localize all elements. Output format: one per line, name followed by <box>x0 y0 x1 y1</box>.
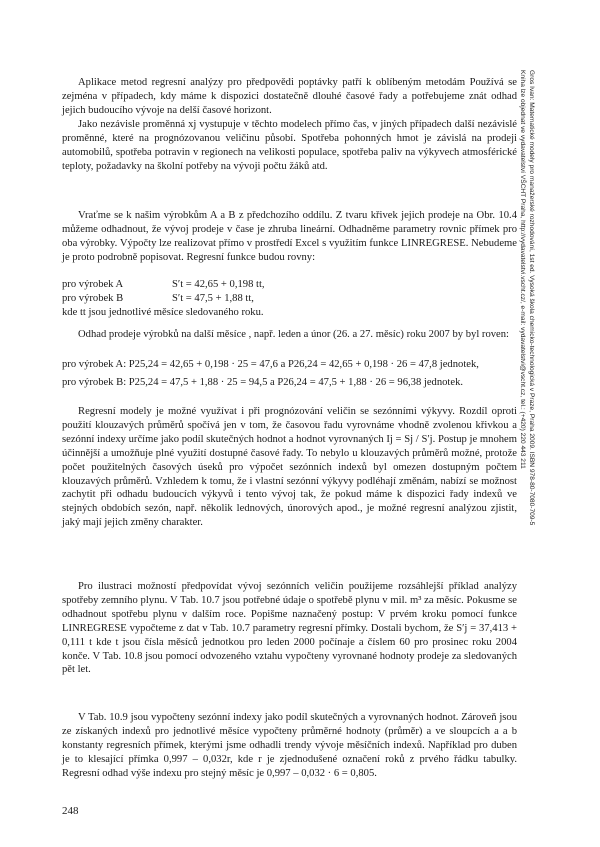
equation-b <box>62 292 517 306</box>
calc-product-b: pro výrobek B: P25,24 = 47,5 + 1,88 · 25 = 94,5 a P26,24 = 47,5 + 1,88 · 26 = 96,38 jednotek. <box>62 377 464 388</box>
paragraph-gas: Pro ilustraci možností předpovídat vývoj sezónních veličin použijeme rozsáhlejší příklad analýzy spotřeby zemního plynu. V Tab. 10.7 jsou potřebné údaje o spotřebě plynu v mil. m³ za měsíc. Pokusme se odhadnout spotřebu plynu v dalším roce. Popišme naznačený postup: V prvém kroku pomocí funkce LINREGRESE vypočteme z dat v Tab. 10.7 parametry regresní přímky. Dostali bychom, že S′j = 37,413 + 0,111 t kde t jsou čísla měsíců jednotkou pro leden 2000 počínaje a číslem 60 pro prosinec roku 2004 konče. V Tab. 10.8 jsou pomocí odvozeného vztahu vypočteny vyrovnané hodnoty prodeje za sledovaných pět let. <box>62 581 517 676</box>
equation-a <box>62 278 517 292</box>
equation-b-label: pro výrobek B <box>62 293 124 304</box>
paragraph-variables: Jako nezávisle proměnná xj vystupuje v těchto modelech přímo čas, v jiných případech další nezávislé proměnné, které na prognózovanou veličinu působí. Spotřeba pohonných hmot je závislá na prodeji automobilů, spotřeba potravin v regionech na velikosti populace, spotřeba paliv na výkyvech atmosférické teploty, požadavky na školní potřeby na vývoji počtu žáků atd. <box>62 119 517 172</box>
equation-a-label: pro výrobek A <box>62 279 124 290</box>
paragraph-example: Vraťme se k našim výrobkům A a B z předchozího oddílu. Z tvaru křivek jejich prodeje na Obr. 10.4 můžeme odhadnout, že vývoj prodeje v čase je zhruba lineární. Odhadněme parametry rovnic přímek pro oba výrobky. Výpočty lze realizovat přímo v prostředí Excel s využitím funkce LINREGRESE. Nebudeme je proto podrobně popisovat. Regresní funkce budou rovny: <box>62 210 517 263</box>
equation-a-formula: S′t = 42,65 + 0,198 tt, <box>172 279 265 290</box>
equation-b-formula: S′t = 47,5 + 1,88 tt, <box>172 293 254 304</box>
page-number: 248 <box>62 805 79 817</box>
paragraph-intro: Aplikace metod regresní analýzy pro předpovědi poptávky patří k oblíbeným metodám Používá se zejména v případech, kdy máme k dispozici dostatečně dlouhé časové řady a potřebujeme znát odhad jejich budoucího vývoje na delší časové horizont. <box>62 77 517 116</box>
side-note-line1: Gros Ivan: Matematické modely pro manažerské rozhodování, 1st ed. Vysoká škola chemicko-technologická v Praze, Praha 2009. ISBN 978-80-7080-709-5 <box>528 70 535 526</box>
calc-product-a: pro výrobek A: P25,24 = 42,65 + 0,198 · 25 = 47,6 a P26,24 = 42,65 + 0,198 · 26 = 47,8 jednotek, <box>62 359 479 370</box>
side-note-line2: Kniha lze objednat ve vydavatelství VŠCHT Praha, http://vydavatelstvi.vscht.cz/, e-mail: vydavatelstvi@vscht.cz, tel.: (+420) 220 443 211 <box>519 70 526 469</box>
equation-note: kde tt jsou jednotlivé měsíce sledovaného roku. <box>62 307 264 318</box>
side-note <box>518 70 536 770</box>
paragraph-forecast: Odhad prodeje výrobků na další měsíce , např. leden a únor (26. a 27. měsíc) roku 2007 by byl roven: <box>78 329 509 340</box>
paragraph-seasonal: Regresní modely je možné využívat i při prognózování veličin se sezónními výkyvy. Rozdíl oproti použití klouzavých průměrů spočívá jen v tom, že časovou řadu vyrovnáme vhodně zvolenou křivkou a sezónní indexy určíme jako podíl skutečných hodnot a hodnot vyrovnaných Ij = Sj / S′j. Postup je mnohem účinnější a umožňuje plné využití dostupné časové řady. To nebylo u klouzavých průměrů možné, protože počet použitelných časových úseků pro výpočet sezónních indexů byl omezen dostupným počtem klouzavých průměrů. Vzhledem k tomu, že i vlastní sezónní výkyvy podléhají změnám, nabízí se možnost zachytit při odhadu budoucích výkyvů i tento vývoj tak, že pokud máme k dispozici řady indexů ve stejných obdobích sezón, např. několik lednových, únorových apod., je možné regresní analýzou zjistit, jaký mají jejich změny charakter. <box>62 406 517 529</box>
paragraph-indexes: V Tab. 10.9 jsou vypočteny sezónní indexy jako podíl skutečných a vyrovnaných hodnot. Zároveň jsou ze získaných indexů pro jednotlivé měsíce vypočteny průměrné hodnoty (průměr) a ve sloupcích a a b konstanty regresních přímek, kterými jsme odhadli trendy vývoje měsíčních indexů. Například pro duben je to klesající přímka 0,997 – 0,032r, kde r je zjednodušené označení roků z prvého řádku tabulky. Regresní odhad výše indexu pro stejný měsíc je 0,997 – 0,032 · 6 = 0,805. <box>62 712 517 779</box>
